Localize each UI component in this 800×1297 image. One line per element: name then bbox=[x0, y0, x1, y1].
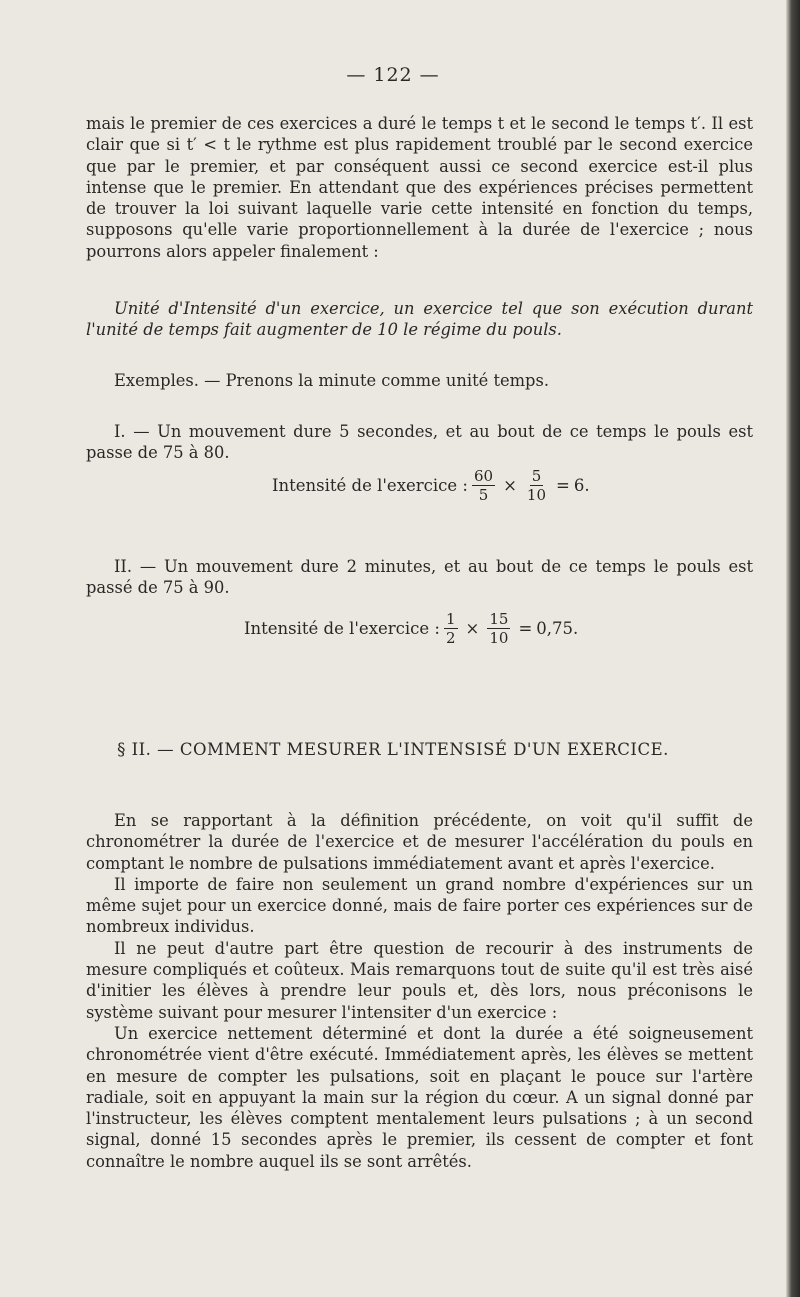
fraction bbox=[487, 610, 510, 647]
paragraph-text: En se rapportant à la définition précédente, on voit qu'il suffit de chronométrer la durée de l'exercice et de mesurer l'accélération du pouls en comptant le nombre de pulsations immédiatement avant et après l'exercice. bbox=[86, 811, 753, 873]
numerator: 60 bbox=[474, 467, 494, 485]
example-2-text: II. — Un mouvement dure 2 minutes, et au bout de ce temps le pouls est passé de 75 à 90. bbox=[86, 557, 753, 598]
section-heading: § II. — COMMENT MESURER L'INTENSISÉ D'UN EXERCICE. bbox=[117, 740, 669, 759]
formula-label: Intensité de l'exercice : bbox=[272, 476, 468, 495]
denominator: 10 bbox=[489, 629, 509, 647]
page-number: — 122 — bbox=[346, 64, 440, 86]
fraction bbox=[444, 610, 458, 647]
page-edge-shadow bbox=[786, 0, 800, 1297]
denominator: 5 bbox=[478, 486, 489, 504]
formula-1 bbox=[272, 467, 590, 504]
example-2 bbox=[86, 556, 753, 599]
formula-2 bbox=[244, 610, 578, 647]
definition-text: Unité d'Intensité d'un exercice, un exercice tel que son exécution durant l'unité de temps fait augmenter de 10 le régime du pouls. bbox=[86, 299, 753, 340]
example-1-text: I. — Un mouvement dure 5 secondes, et au bout de ce temps le pouls est passe de 75 à 80. bbox=[86, 422, 753, 463]
denominator: 10 bbox=[526, 486, 547, 504]
examples-text: Exemples. — Prenons la minute comme unité temps. bbox=[114, 371, 550, 390]
times-sign: × bbox=[503, 476, 517, 495]
paragraph-text: Il importe de faire non seulement un grand nombre d'expériences sur un même sujet pour un exercice donné, mais de faire porter ces expériences sur de nombreux individus. bbox=[86, 874, 753, 937]
paragraph-text: Il ne peut d'autre part être question de recourir à des instruments de mesure compliqués et coûteux. Mais remarquons tout de suite qu'il est très aisé d'initier les élèves à prendre leur pouls et, dès lors, nous préconisons le système suivant pour mesurer l'intensiter d'un exercice : bbox=[86, 938, 753, 1022]
formula-result: 6. bbox=[573, 476, 590, 495]
example-1 bbox=[86, 421, 753, 464]
paragraph-text: Un exercice nettement déterminé et dont la durée a été soigneusement chronométrée vient d'être exécuté. Immédiatement après, les élèves se mettent en mesure de compter les pulsations, soit en plaçant le pouce sur l'artère radiale, soit en appuyant la main sur la région du cœur. A un signal donné par l'instructeur, les élèves comptent mentalement leurs pulsations ; à un second signal, donné 15 secondes après le premier, ils cessent de compter et font connaître le nombre auquel ils se sont arrêtés. bbox=[86, 1023, 753, 1171]
examples-heading bbox=[86, 370, 753, 391]
denominator: 2 bbox=[446, 629, 456, 647]
formula-label: Intensité de l'exercice : bbox=[244, 619, 440, 638]
numerator: 1 bbox=[446, 610, 456, 628]
numerator: 15 bbox=[489, 610, 509, 628]
formula-result: 0,75. bbox=[536, 619, 579, 638]
fraction bbox=[525, 467, 548, 504]
equals-sign: = bbox=[518, 619, 533, 638]
equals-sign: = bbox=[556, 476, 570, 495]
times-sign: × bbox=[465, 619, 480, 638]
paragraph-text: mais le premier de ces exercices a duré le temps t et le second le temps t′. Il est clair que si t′ < t le rythme est plus rapidement troublé par le second exercice que par le premier, et par conséquent aussi ce second exercice est-il plus intense que le premier. En attendant que des expériences précises permettent de trouver la loi suivant laquelle varie cette intensité en fonction du temps, supposons qu'elle varie proportionnellement à la durée de l'exercice ; nous pourrons alors appeler finalement : bbox=[86, 114, 753, 261]
section-body bbox=[86, 810, 753, 1172]
numerator: 5 bbox=[531, 467, 542, 485]
paragraph-intro bbox=[86, 113, 753, 262]
fraction bbox=[472, 467, 495, 504]
definition-block bbox=[86, 298, 753, 341]
